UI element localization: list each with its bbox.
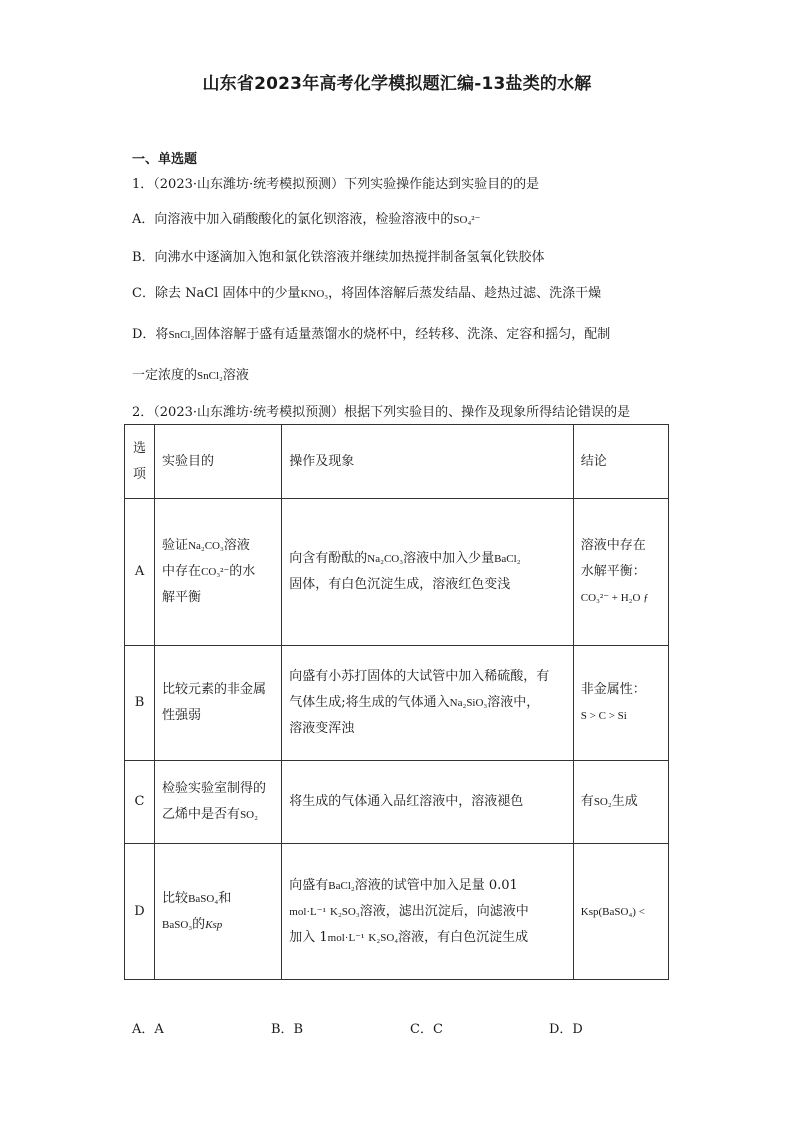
row-a-goal-formula: CO₃²⁻ [201,566,230,578]
table-row [125,844,669,980]
q1-option-d [132,323,610,342]
row-d-op-formula: K₂SO₃ [330,905,360,918]
row-b-option: B [125,646,155,761]
row-d-op-text: 溶液，滤出沉淀后，向滤液中 [359,903,529,919]
header-operation: 操作及现象 [282,425,574,499]
row-c-concl-text: 生成 [611,794,638,809]
document-title: 山东省2023年高考化学模拟题汇编-13盐类的水解 [202,74,592,94]
row-b-operation [282,646,574,761]
row-a-concl-text: 溶液中存在 [580,538,646,553]
table-row [125,761,669,844]
row-a-goal-text: 验证 [162,538,189,553]
choice-b[interactable]: B．B [271,1022,304,1037]
row-d-op-formula: K₂SO₄ [368,931,399,944]
row-d-op-unit: mol·L⁻¹ [289,905,326,918]
row-d-conclusion [573,844,668,980]
row-d-goal-text: 比较 [162,890,189,906]
row-a-op-text: 固体，有白色沉淀生成，溶液红色变浅 [289,577,511,592]
choice-c[interactable]: C．C [410,1022,443,1037]
choice-d[interactable]: D．D [549,1022,583,1037]
q1-option-c [132,282,601,301]
row-d-operation [282,844,574,980]
row-d-goal-text: 和 [218,890,232,906]
row-c-option: C [125,761,155,844]
table-row [125,646,669,761]
q1-option-a-text: A．向溶液中加入硝酸酸化的氯化钡溶液，检验溶液中的 [132,212,454,227]
row-a-concl-formula: CO₃²⁻ + H₂O ƒ [580,592,649,604]
q1-option-d-cont [132,364,249,383]
q1-option-c-text1: C．除去 NaCl 固体中的少量 [132,286,301,301]
row-b-goal [155,646,282,761]
row-d-op-text: 加入 1 [289,929,328,945]
row-d-op-text: 向盛有 [289,877,329,893]
row-d-option: D [125,844,155,980]
row-a-option: A [125,499,155,646]
row-b-op-text: 溶液中， [487,695,540,710]
header-conclusion: 结论 [573,425,668,499]
row-a-goal-formula: Na₂CO₃ [188,540,224,552]
row-c-conclusion [573,761,668,844]
row-c-goal-text: 检验实验室制得的 [162,781,267,796]
row-d-goal-text: 的 [192,916,206,932]
row-a-goal-text: 中存在 [162,564,202,579]
row-a-goal-text: 的水 [229,564,256,579]
row-b-op-formula: Na₂SiO₃ [449,697,488,709]
row-b-op-text: 溶液变浑浊 [289,721,355,736]
row-b-op-text: 气体生成;将生成的气体通入 [289,695,450,710]
q1-option-c-formula: KNO₃ [300,288,329,300]
row-b-op-text: 向盛有小苏打固体的大试管中加入稀硫酸，有 [289,669,550,684]
section-heading: 一、单选题 [132,152,198,167]
q1-option-d-formula: SnCl₂ [168,329,195,341]
q1-option-a [132,208,480,227]
q1-option-d-formula2: SnCl₂ [197,370,223,382]
row-d-goal-formula: BaSO₄ [188,892,219,905]
row-d-op-unit: mol·L⁻¹ [327,931,365,944]
row-a-op-formula: BaCl₂ [494,553,521,565]
row-d-goal-formula: Ksp [205,918,223,931]
row-c-concl-formula: SO₂ [593,796,612,808]
row-b-conclusion [573,646,668,761]
row-a-conclusion [573,499,668,646]
header-goal: 实验目的 [155,425,282,499]
header-option: 选项 [125,425,155,499]
row-b-goal-text: 比较元素的非金属 [162,682,267,697]
row-c-concl-text: 有 [580,794,594,809]
row-a-operation [282,499,574,646]
row-a-goal [155,499,282,646]
row-c-operation: 将生成的气体通入品红溶液中，溶液褪色 [282,761,574,844]
row-a-op-text: 溶液中加入少量 [403,551,495,566]
q1-option-d-text4: 溶液 [222,368,249,383]
row-a-op-text: 向含有酚酞的 [289,551,368,566]
row-b-concl-formula: S > C > Si [580,710,627,722]
row-b-goal-text: 性强弱 [162,708,202,723]
row-c-goal [155,761,282,844]
q1-option-a-formula: SO₄²⁻ [453,214,481,226]
row-c-goal-text: 乙烯中是否有 [162,807,241,822]
table-row [125,499,669,646]
row-a-goal-text: 溶液 [223,538,250,553]
row-d-op-formula: BaCl₂ [328,879,355,892]
row-d-goal-formula: BaSO₃ [162,918,193,931]
q1-option-d-text2: 固体溶解于盛有适量蒸馏水的烧杯中，经转移、洗涤、定容和摇匀，配制 [194,327,611,342]
table-header-row [125,425,669,499]
q1-stem: 1．（2023·山东潍坊·统考模拟预测）下列实验操作能达到实验目的的是 [132,177,540,192]
row-c-goal-formula: SO₂ [240,809,258,821]
q2-table [124,424,669,980]
row-d-concl-formula: Ksp(BaSO₄) < [580,905,645,918]
q1-option-c-text2: ，将固体溶解后蒸发结晶、趁热过滤、洗涤干燥 [328,286,602,301]
row-a-op-formula: Na₂CO₃ [367,553,404,565]
row-d-op-text: 溶液的试管中加入足量 0.01 [354,877,518,893]
row-b-concl-text: 非金属性： [580,682,646,697]
row-a-concl-text: 水解平衡： [580,564,646,579]
row-a-goal-text: 解平衡 [162,590,202,605]
q2-stem: 2．（2023·山东潍坊·统考模拟预测）根据下列实验目的、操作及现象所得结论错误的是 [132,405,631,420]
q1-option-d-text3: 一定浓度的 [132,368,198,383]
choice-a[interactable]: A．A [132,1022,164,1037]
q1-option-b: B．向沸水中逐滴加入饱和氯化铁溶液并继续加热搅拌制备氢氧化铁胶体 [132,250,545,265]
q1-option-d-text1: D．将 [132,327,169,342]
row-d-op-text: 溶液，有白色沉淀生成 [398,929,529,945]
row-d-goal [155,844,282,980]
